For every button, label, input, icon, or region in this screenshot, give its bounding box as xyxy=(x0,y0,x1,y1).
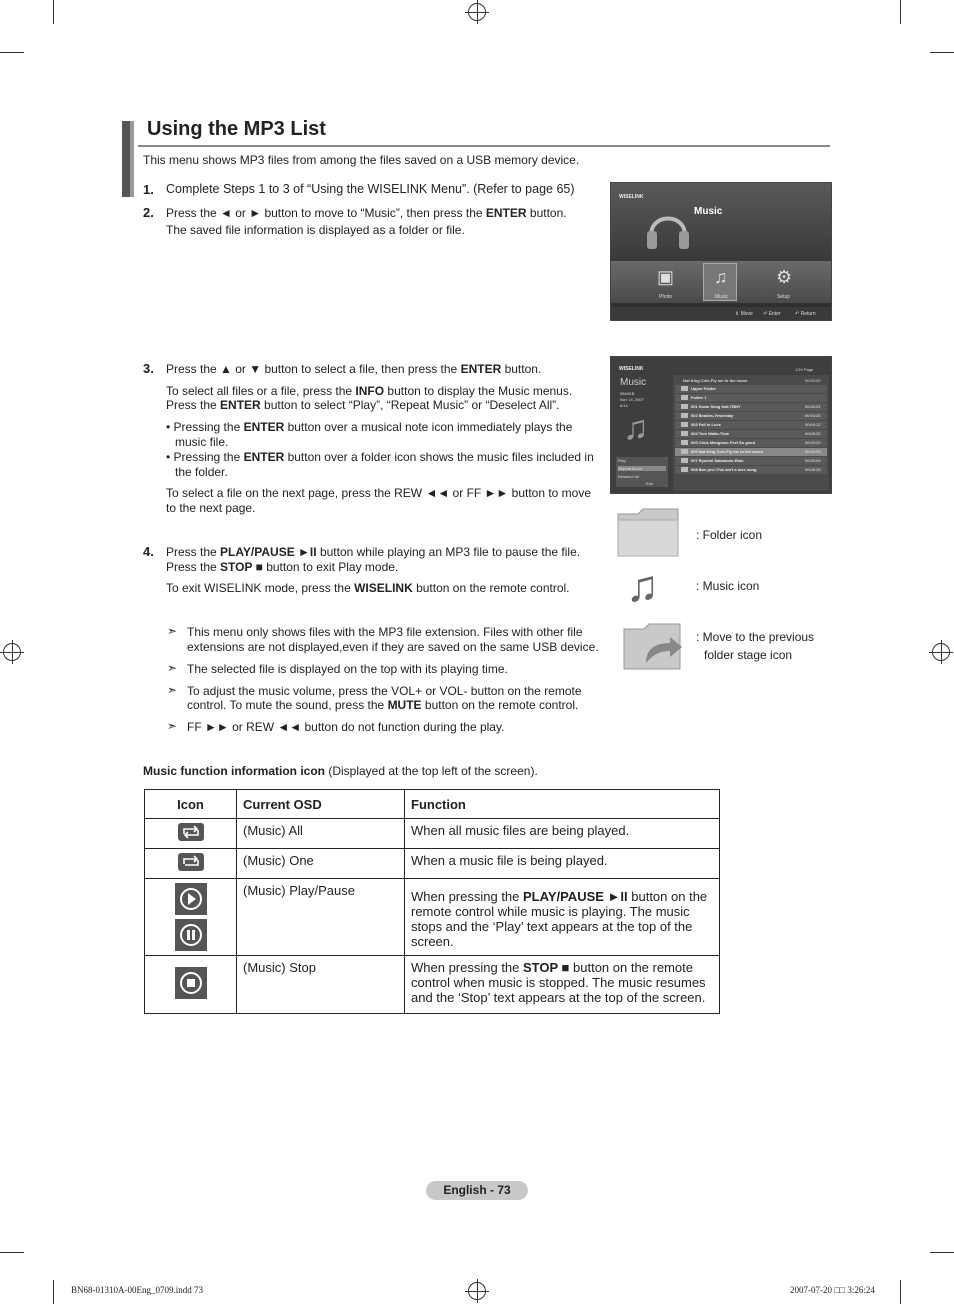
file-index: 6/14 xyxy=(620,403,628,408)
music-file-icon xyxy=(681,422,688,427)
nav-return: ↶ Return xyxy=(795,311,816,317)
step1-text: Complete Steps 1 to 3 of “Using the WISELINK Menu”. (Refer to page 65) xyxy=(166,182,575,196)
crop-mark xyxy=(900,1280,901,1304)
header-function: Function xyxy=(405,790,720,819)
function-table xyxy=(144,789,720,1014)
icon-cell xyxy=(145,956,237,1014)
function-cell: When all music files are being played. xyxy=(405,819,720,849)
step3-bullet1 xyxy=(166,420,572,435)
step2-line2: The saved file information is displayed as a folder or file. xyxy=(166,223,465,237)
step4-p2 xyxy=(166,560,398,575)
text: • Pressing the xyxy=(166,420,244,434)
menu-item-play[interactable]: Play xyxy=(618,458,626,463)
file-list xyxy=(673,375,829,491)
note-arrow-icon: ➣ xyxy=(167,661,178,675)
music-file-icon xyxy=(681,467,688,472)
note4: FF ►► or REW ◄◄ button do not function during the play. xyxy=(187,720,505,734)
text: button. xyxy=(526,206,567,220)
file-row[interactable] xyxy=(675,466,827,474)
music-icon: ♫ xyxy=(714,267,728,287)
text: button over a musical note icon immediately plays the xyxy=(284,420,573,434)
file-name: 007 Ryuichi Sakamoto-Rain xyxy=(691,458,744,463)
screen-title: Music xyxy=(694,206,723,217)
note-arrow-icon: ➣ xyxy=(167,624,178,638)
music-icon-label: : Music icon xyxy=(696,579,760,593)
file-row[interactable] xyxy=(675,430,827,438)
title-rule xyxy=(138,145,830,147)
text: button on the remote control. xyxy=(412,581,570,595)
folder-icon xyxy=(681,395,688,400)
step3-p4: To select a file on the next page, press the REW ◄◄ or FF ►► button to move xyxy=(166,486,592,500)
note3-line2 xyxy=(187,698,578,713)
folder-icon-label: : Folder icon xyxy=(696,528,763,542)
file-time: 00:04:20 xyxy=(805,413,821,418)
osd-cell: (Music) Stop xyxy=(237,956,405,1014)
pause-icon xyxy=(175,919,207,951)
function-cell xyxy=(405,956,720,1014)
stop-icon xyxy=(175,967,207,999)
play-icon xyxy=(175,883,207,915)
file-time: 00:04:12 xyxy=(805,422,821,427)
text: • Pressing the xyxy=(166,450,244,464)
setup-icon: ⚙ xyxy=(776,267,793,287)
text: To select all files or a file, press the xyxy=(166,384,356,398)
table-header-row xyxy=(145,790,720,819)
menu-item-music[interactable]: Music xyxy=(715,294,729,300)
osd-cell: (Music) One xyxy=(237,849,405,879)
print-info-left: BN68-01310A-00Eng_0709.indd 73 xyxy=(71,1285,203,1295)
file-row[interactable] xyxy=(675,394,827,402)
table-caption xyxy=(143,764,538,778)
step4-p1 xyxy=(166,545,580,560)
text: When pressing the xyxy=(411,889,524,904)
header-osd: Current OSD xyxy=(237,790,405,819)
text-bold: MUTE xyxy=(387,698,422,712)
step-number: 2. xyxy=(143,205,154,220)
note1-line2: extensions are not displayed,even if they are saved on the same USB device. xyxy=(187,640,599,654)
page-indicator: 1/10 Page xyxy=(795,367,814,372)
text: Press the xyxy=(166,545,221,559)
music-file-icon xyxy=(681,440,688,445)
step3-p4-cont: to the next page. xyxy=(166,501,256,515)
text: button to select “Play”, “Repeat Music” or “Deselect All”. xyxy=(260,398,560,412)
music-menu xyxy=(616,457,668,487)
table-row xyxy=(145,849,720,879)
file-date: Nov 14, 2007 xyxy=(620,397,644,402)
step-number: 4. xyxy=(143,544,154,559)
crop-mark xyxy=(53,1280,54,1304)
text-bold: STOP ■ xyxy=(523,960,570,975)
function-cell xyxy=(405,879,720,956)
text: button over a folder icon shows the music files included in xyxy=(284,450,594,464)
text-bold: ENTER xyxy=(243,450,285,464)
text: button on the remote control when music is stopped. The music resumes and the ‘Stop’ text appears at the top of the screen. xyxy=(411,960,706,1005)
text-bold: STOP ■ xyxy=(220,560,263,574)
print-info-right: 2007-07-20 □□ 3:26:24 xyxy=(790,1285,875,1295)
note-arrow-icon: ➣ xyxy=(167,719,178,733)
step3-p2 xyxy=(166,384,572,399)
text-bold: WISELINK xyxy=(354,581,413,595)
title-bar-decoration xyxy=(130,121,134,197)
file-time: 00:03:04 xyxy=(805,458,821,463)
file-time: 00:04:20 xyxy=(805,440,821,445)
text: Enter xyxy=(768,311,781,317)
music-file-icon xyxy=(681,413,688,418)
music-icon: ♫ xyxy=(626,562,659,611)
crop-mark xyxy=(930,52,954,53)
music-note-icon: ♫ xyxy=(623,409,649,447)
photo-icon: ▣ xyxy=(657,267,675,287)
table-row xyxy=(145,879,720,956)
menu-item-setup[interactable]: Setup xyxy=(777,294,791,300)
previous-folder-label-line2: folder stage icon xyxy=(704,648,793,662)
text-bold: ENTER xyxy=(485,206,527,220)
file-row[interactable] xyxy=(675,403,827,411)
file-row[interactable] xyxy=(675,385,827,393)
file-time: 00:05:20 xyxy=(805,431,821,436)
step-number: 3. xyxy=(143,361,154,376)
file-row[interactable] xyxy=(675,439,827,447)
icon-cell xyxy=(145,819,237,849)
file-name: Folder 1 xyxy=(691,395,707,400)
registration-mark-icon xyxy=(468,1282,486,1300)
step3-p1 xyxy=(166,362,541,377)
music-file-icon xyxy=(681,404,688,409)
text: Move xyxy=(740,311,753,317)
file-name: 005 Chuk Mangione-Feel So good xyxy=(691,440,756,445)
now-playing-title: Not King Cole-Fly me to the moon xyxy=(683,378,748,383)
wiselink-logo: WISELINK xyxy=(619,194,644,200)
file-name: Upper Folder xyxy=(691,386,716,391)
text: button to display the Music menus. xyxy=(384,384,573,398)
icon-cell xyxy=(145,849,237,879)
file-name: 004 Tom Waits-Time xyxy=(691,431,730,436)
text-bold: INFO xyxy=(355,384,385,398)
text: When pressing the xyxy=(411,960,524,975)
step3-bullet2-cont: the folder. xyxy=(175,465,228,479)
page-number: English - 73 xyxy=(426,1181,528,1200)
table-row xyxy=(145,819,720,849)
file-name: 006 Nat King Cole-Fly me to the moon xyxy=(691,449,764,454)
nav-move: ⇕ Move xyxy=(735,311,753,317)
crop-mark xyxy=(930,1252,954,1253)
repeat-one-icon xyxy=(178,853,204,871)
step2-line1 xyxy=(166,206,567,221)
note3-line1: To adjust the music volume, press the VOL+ or VOL- button on the remote xyxy=(187,684,582,698)
note-arrow-icon: ➣ xyxy=(167,683,178,697)
text: Press the ▲ or ▼ button to select a file, then press the xyxy=(166,362,461,376)
now-playing-time: 00:04:00 xyxy=(805,378,821,383)
wiselink-logo: WISELINK xyxy=(619,366,644,372)
step3-bullet1-cont: music file. xyxy=(175,435,229,449)
step4-p3 xyxy=(166,581,570,596)
caption-rest: (Displayed at the top left of the screen). xyxy=(325,764,538,778)
table-row xyxy=(145,956,720,1014)
file-time: 00:04:20 xyxy=(805,449,821,454)
repeat-all-icon xyxy=(178,823,204,841)
text: button on the remote control. xyxy=(421,698,579,712)
music-file-icon xyxy=(681,431,688,436)
text: Press the xyxy=(166,398,221,412)
text: button while playing an MP3 file to pause the file. xyxy=(316,545,581,559)
registration-mark-icon xyxy=(3,643,21,661)
file-row[interactable] xyxy=(675,412,827,420)
menu-item-deselect[interactable]: Deselect All xyxy=(618,474,639,479)
menu-item-photo[interactable]: Photo xyxy=(659,294,673,300)
nav-enter: ⏎ Enter xyxy=(763,311,781,317)
function-cell: When a music file is being played. xyxy=(405,849,720,879)
crop-mark xyxy=(53,0,54,24)
header-icon: Icon xyxy=(145,790,237,819)
menu-exit[interactable]: Exit xyxy=(646,481,653,486)
music-file-icon xyxy=(681,458,688,463)
icon-cell xyxy=(145,879,237,956)
file-row[interactable] xyxy=(675,448,827,456)
file-time: 00:04:01 xyxy=(805,404,821,409)
text: control. To mute the sound, press the xyxy=(187,698,388,712)
step-number: 1. xyxy=(143,182,154,197)
file-name: 008 Bon jovi-This ain't a love song xyxy=(691,467,757,472)
text: Press the ◄ or ► button to move to “Music”, then press the xyxy=(166,206,486,220)
file-size: 5860KB xyxy=(620,391,635,396)
text-bold: ENTER xyxy=(460,362,502,376)
file-row[interactable] xyxy=(675,457,827,465)
registration-mark-icon xyxy=(932,643,950,661)
text: button. xyxy=(501,362,542,376)
text: Press the xyxy=(166,560,221,574)
registration-mark-icon xyxy=(468,3,486,21)
page-title: Using the MP3 List xyxy=(147,118,326,140)
headphones-icon xyxy=(643,203,693,253)
file-name: 003 Fall in Love xyxy=(691,422,721,427)
text: button on the remote control while music is playing. The music stops and the ‘Play’ text appears at the top of the screen. xyxy=(411,889,708,949)
text: To exit WISELINK mode, press the xyxy=(166,581,355,595)
intro-text: This menu shows MP3 files from among the files saved on a USB memory device. xyxy=(143,153,580,167)
file-name: 002 Beatles-Yesterday xyxy=(691,413,734,418)
osd-cell: (Music) Play/Pause xyxy=(237,879,405,956)
crop-mark xyxy=(0,1252,24,1253)
screen-title: Music xyxy=(620,377,647,388)
text-bold: ENTER xyxy=(220,398,261,412)
caption-bold: Music function information icon xyxy=(143,764,325,778)
crop-mark xyxy=(900,0,901,24)
music-file-icon xyxy=(681,449,688,454)
previous-folder-icon xyxy=(622,623,686,671)
osd-cell: (Music) All xyxy=(237,819,405,849)
folder-icon xyxy=(681,386,688,391)
step3-p3 xyxy=(166,398,559,413)
note2: The selected file is displayed on the top with its playing time. xyxy=(187,662,508,676)
text: Return xyxy=(800,311,816,317)
step3-bullet2 xyxy=(166,450,594,465)
text-bold: PLAY/PAUSE ►II xyxy=(220,545,317,559)
music-list-screen xyxy=(610,356,832,494)
text: button to exit Play mode. xyxy=(262,560,399,574)
menu-item-repeat[interactable]: Repeat Music xyxy=(618,466,666,471)
text-bold: PLAY/PAUSE ►II xyxy=(523,889,628,904)
file-time: 00:05:25 xyxy=(805,467,821,472)
crop-mark xyxy=(0,52,24,53)
file-row[interactable] xyxy=(675,421,827,429)
file-name: 001 Swan Song feat.TBNY xyxy=(691,404,741,409)
note1-line1: This menu only shows files with the MP3 file extension. Files with other file xyxy=(187,625,583,639)
previous-folder-label-line1: : Move to the previous xyxy=(696,630,815,644)
text-bold: ENTER xyxy=(243,420,285,434)
folder-icon xyxy=(616,508,680,558)
wiselink-main-screen xyxy=(610,182,832,321)
